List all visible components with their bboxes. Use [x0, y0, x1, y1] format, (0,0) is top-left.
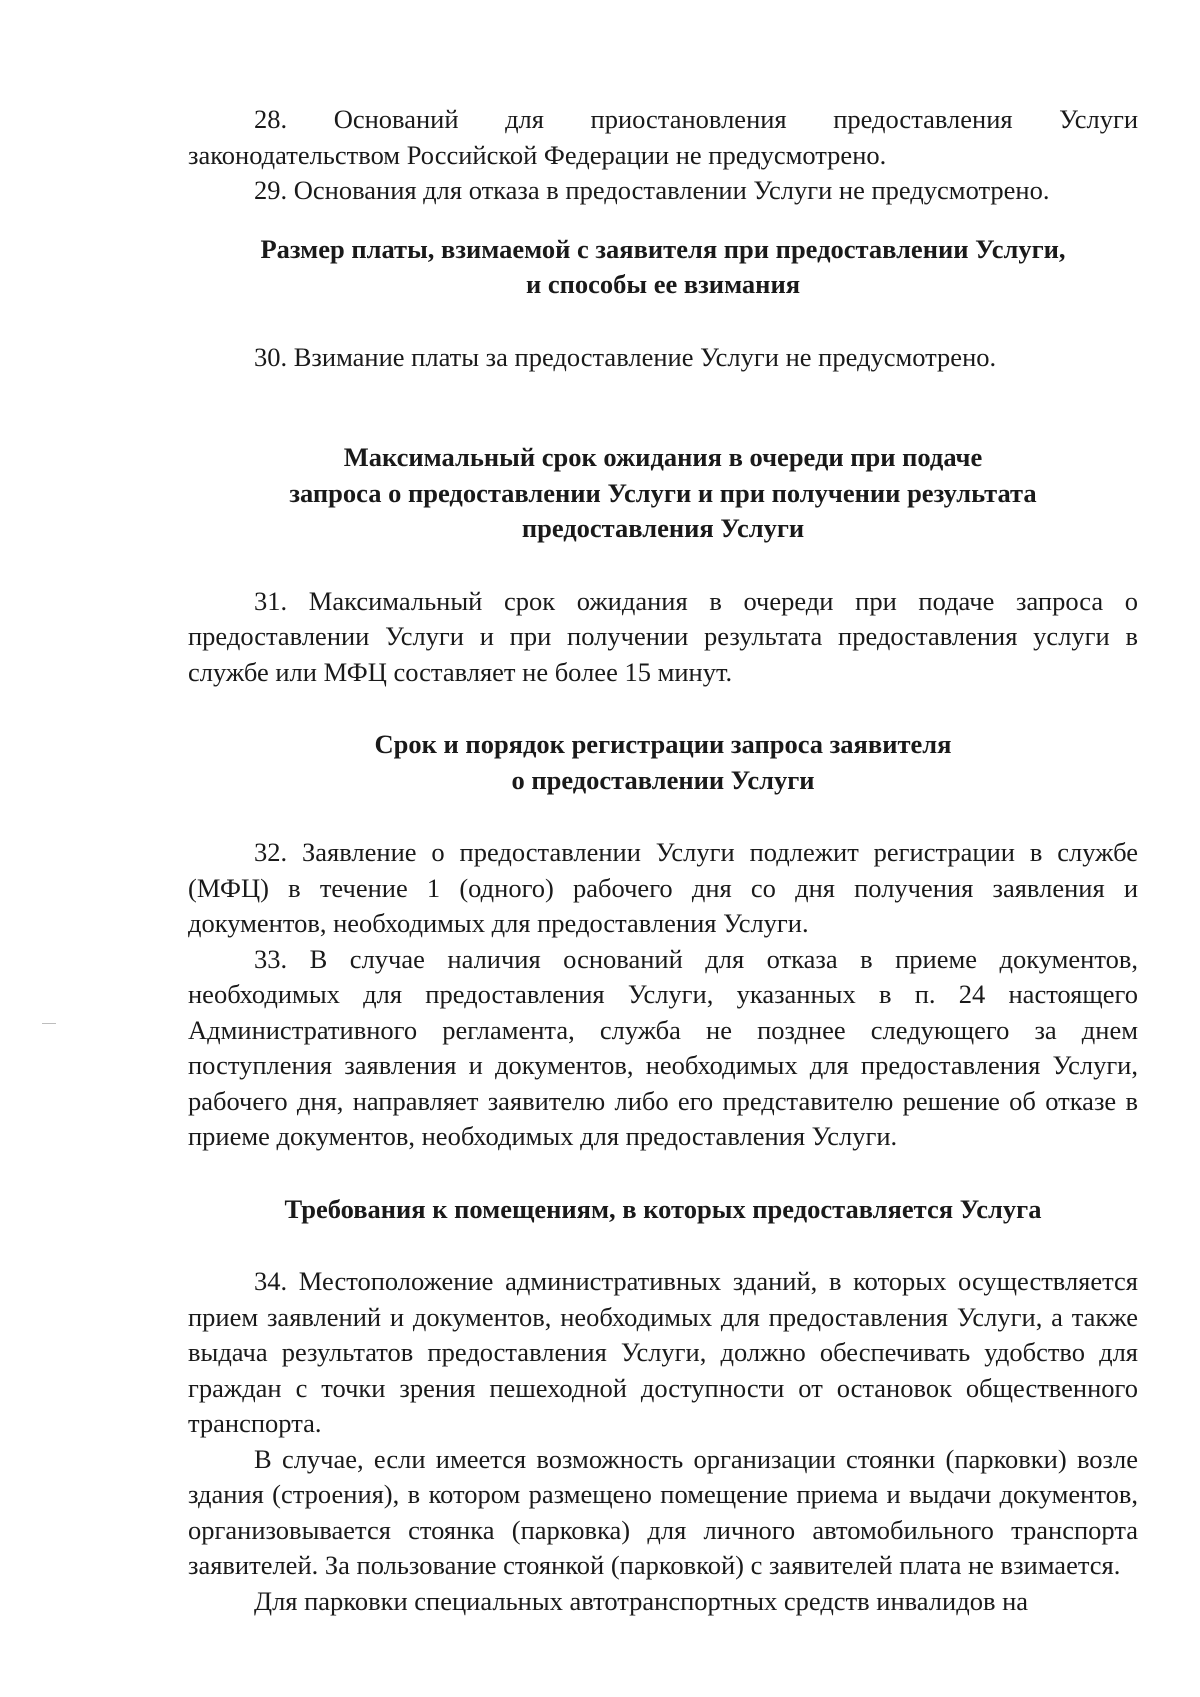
- paragraph-32: 32. Заявление о предоставлении Услуги подлежит регистрации в службе (МФЦ) в течение 1 (одного) рабочего дня со дня получения заявления и документов, необходимых для предоставления Услуги.: [188, 837, 1138, 938]
- paragraph-30: 30. Взимание платы за предоставление Услуги не предусмотрено.: [254, 341, 997, 372]
- paragraph-34-disabled-parking: Для парковки специальных автотранспортных средств инвалидов на: [254, 1585, 1029, 1616]
- heading-queue-line-2: запроса о предоставлении Услуги и при получении результата: [289, 477, 1037, 508]
- heading-queue-line-1: Максимальный срок ожидания в очереди при подаче: [343, 442, 983, 472]
- paragraph-28: 28. Оснований для приостановления предоставления Услуги законодательством Российской Федерации не предусмотрено.: [188, 104, 1138, 170]
- heading-fee-line-1: Размер платы, взимаемой с заявителя при предоставлении Услуги,: [260, 233, 1066, 264]
- heading-fee: [188, 232, 1138, 303]
- heading-registration-line-2: о предоставлении Услуги: [511, 764, 815, 795]
- heading-queue: [188, 440, 1138, 547]
- heading-premises-line-1: Требования к помещениям, в которых предоставляется Услуга: [284, 1193, 1042, 1224]
- paragraph-33: 33. В случае наличия оснований для отказа в приеме документов, необходимых для предоставления Услуги, указанных в п. 24 настоящего Административного регламента, служба не позднее следующего за днем поступления заявления и документов, необходимых для предоставления Услуги, рабочего дня, направляет заявителю либо его представителю решение об отказе в приеме документов, необходимых для предоставления Услуги.: [188, 943, 1138, 1151]
- heading-fee-line-2: и способы ее взимания: [525, 269, 801, 299]
- paragraph-34-parking: В случае, если имеется возможность организации стоянки (парковки) возле здания (строения), в котором размещено помещение приема и выдачи документов, организовывается стоянка (парковка) для личного автомобильного транспорта заявителей. За пользование стоянкой (парковкой) с заявителей плата не взимается.: [188, 1443, 1138, 1580]
- heading-registration-line-1: Срок и порядок регистрации запроса заявителя: [374, 729, 952, 759]
- paragraph-29: 29. Основания для отказа в предоставлении Услуги не предусмотрено.: [254, 175, 1050, 205]
- paragraph-31: 31. Максимальный срок ожидания в очереди при подаче запроса о предоставлении Услуги и при получении результата предоставления услуги в службе или МФЦ составляет не более 15 минут.: [188, 585, 1138, 687]
- scan-speck: [42, 1023, 56, 1024]
- heading-registration: [188, 727, 1138, 798]
- heading-premises: [188, 1192, 1138, 1228]
- paragraph-34: 34. Местоположение административных зданий, в которых осуществляется прием заявлений и документов, необходимых для предоставления Услуги, а также выдача результатов предоставления Услуги, должно обеспечивать удобство для граждан с точки зрения пешеходной доступности от остановок общественного транспорта.: [188, 1266, 1138, 1438]
- document-body: [188, 102, 1138, 1619]
- heading-queue-line-3: предоставления Услуги: [521, 513, 805, 543]
